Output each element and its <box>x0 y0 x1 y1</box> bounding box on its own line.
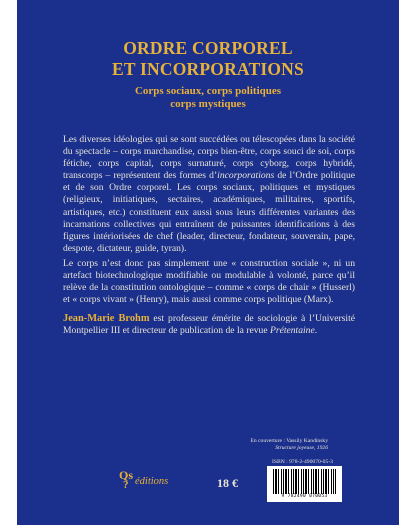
barcode-digits: 9 782490 070053 <box>281 494 328 499</box>
blurb-paragraph-1: Les diverses idéologies qui se sont succédées ou télescopées dans la société du spectacle – corps marchandise, corps bien-être, corps souci de soi, corps fétiche, corps capital, corps surnaturé, corps cyborg, corps hybridé, transcorps – représentent des formes d’incorporations de l’Ordre politique et de son Ordre corporel. Les corps sociaux, politiques et mystiques (religieux, initiatiques, sectaires, académiques, militaires, sportifs, artistiques, etc.) constituent eux aussi sous leurs différentes variantes des incarnations collectives qui entraînent de puissantes identifications à des figures intériorisées de chef (leader, directeur, fondateur, souverain, pape, despote, dictateur, guide, tyran). <box>63 134 355 254</box>
journal-name: Prétentaine <box>269 325 315 337</box>
logo-letters: Qs <box>119 468 134 482</box>
barcode <box>267 466 342 502</box>
cover-credits <box>250 438 328 453</box>
credit-artwork: Structure joyeuse, 1926 <box>275 445 328 452</box>
blurb <box>63 134 355 341</box>
price: 18 € <box>217 476 238 490</box>
blurb-paragraph-2: Le corps n’est donc pas simplement une « construction sociale », ni un artefact biotechnologique modifiable ou modulable à volonté, parce qu’il relève de la constitution ontologique – comme « corps de chair » (Husserl) et « corps vivant » (Henry), mais aussi comme corps politique (Marx). <box>63 257 355 306</box>
subtitle-line-2: corps mystiques <box>170 98 246 110</box>
emphasis-incorporations: incorporations <box>217 170 275 182</box>
logo-question-mark: ? <box>123 479 129 491</box>
title-line-2: ET INCORPORATIONS <box>112 59 304 79</box>
author-name: Jean-Marie Brohm <box>63 313 150 325</box>
author-bio: Jean-Marie Brohm est professeur émérite de sociologie à l’Université Montpellier III et directeur de publication de la revue Prétentaine. <box>63 313 355 337</box>
subtitle-line-1: Corps sociaux, corps politiques <box>134 85 282 97</box>
publisher-logo <box>119 470 133 490</box>
barcode-bars <box>273 469 336 494</box>
isbn-text: ISBN : 978-2-490070-05-3 <box>272 459 333 465</box>
title-line-1: ORDRE CORPOREL <box>123 38 293 58</box>
credit-artist: En couverture : Vassily Kandinsky <box>250 438 328 444</box>
book-title <box>17 38 399 80</box>
publisher-name: éditions <box>135 476 169 487</box>
back-cover <box>17 0 399 525</box>
book-subtitle <box>17 85 399 111</box>
